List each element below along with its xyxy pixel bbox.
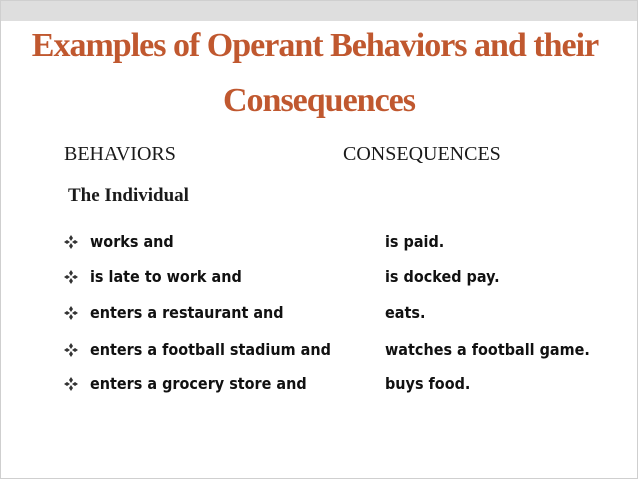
four-diamond-bullet-icon [63, 305, 79, 321]
behavior-text: enters a football stadium and [90, 340, 331, 359]
consequence-text: buys food. [385, 374, 471, 393]
behavior-row [0, 374, 638, 398]
slide-title-line-1: Examples of Operant Behaviors and their [31, 27, 599, 64]
slide-top-bar [1, 1, 637, 21]
behavior-text: is late to work and [90, 267, 242, 286]
four-diamond-bullet-icon [63, 269, 79, 285]
consequence-text: is paid. [385, 232, 445, 251]
consequences-column-header: CONSEQUENCES [343, 143, 501, 165]
slide-title-line-2: Consequences [222, 82, 416, 119]
behavior-row [0, 232, 638, 256]
four-diamond-bullet-icon [63, 342, 79, 358]
consequence-text: is docked pay. [385, 267, 500, 286]
behavior-row [0, 267, 638, 291]
behavior-row [0, 340, 638, 364]
behavior-text: works and [90, 232, 174, 251]
behavior-text: enters a grocery store and [90, 374, 307, 393]
behavior-row [0, 303, 638, 327]
four-diamond-bullet-icon [63, 376, 79, 392]
four-diamond-bullet-icon [63, 234, 79, 250]
behavior-text: enters a restaurant and [90, 303, 284, 322]
subject-label: The Individual [68, 185, 189, 206]
consequence-text: watches a football game. [385, 340, 590, 359]
consequence-text: eats. [385, 303, 426, 322]
behaviors-column-header: BEHAVIORS [64, 143, 176, 165]
